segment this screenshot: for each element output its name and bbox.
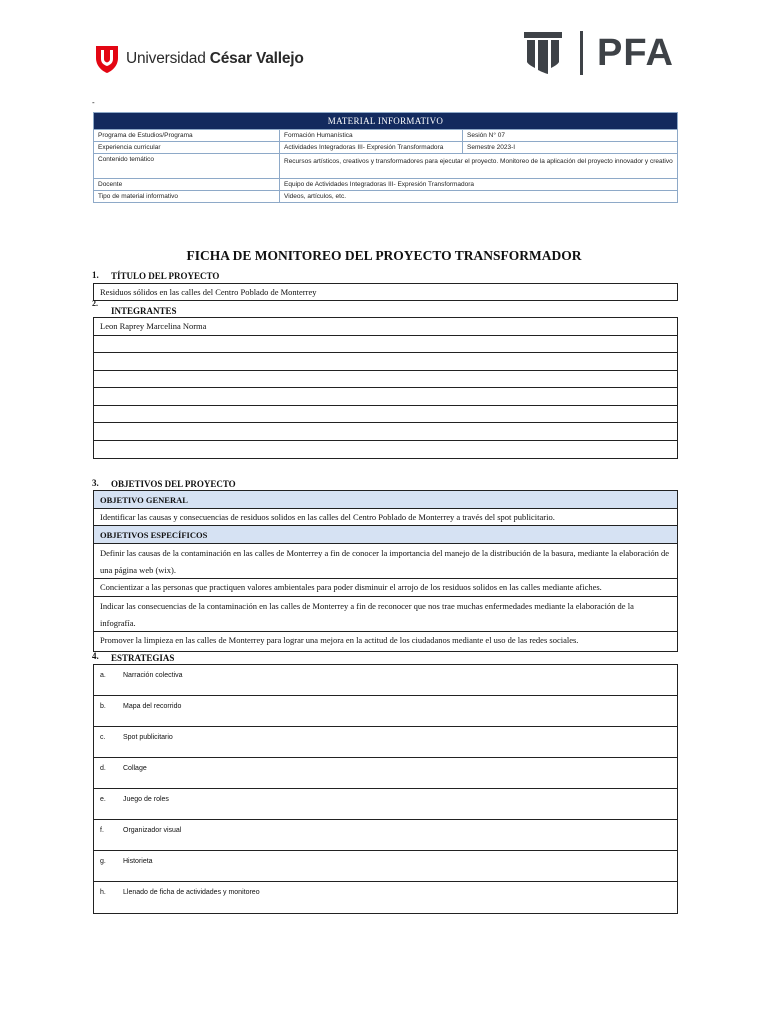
section-number: 1. — [92, 270, 99, 280]
general-objective-header: OBJETIVO GENERAL — [94, 491, 677, 509]
strategy-row: c. Spot publicitario — [94, 727, 677, 758]
member-row — [94, 406, 677, 424]
info-label: Programa de Estudios/Programa — [94, 130, 280, 142]
project-title-box — [93, 283, 678, 301]
ucv-wordmark: Universidad César Vallejo — [126, 50, 304, 67]
strategy-row: d. Collage — [94, 758, 677, 789]
member-row — [94, 353, 677, 371]
specific-objective: Definir las causas de la contaminación en las calles de Monterrey a fin de conocer la importancia del manejo de la distribución de la basura, mediante la elaboración de una página web (wix). — [94, 544, 677, 579]
member-row — [94, 371, 677, 389]
info-value: Videos, artículos, etc. — [280, 191, 678, 203]
info-label: Tipo de material informativo — [94, 191, 280, 203]
pfa-logo — [522, 30, 674, 76]
page-title: FICHA DE MONITOREO DEL PROYECTO TRANSFORMADOR — [186, 248, 582, 263]
info-table-title: MATERIAL INFORMATIVO — [94, 113, 678, 130]
info-value: Equipo de Actividades Integradoras III- Expresión Transformadora — [280, 179, 678, 191]
section-number: 3. — [92, 478, 99, 488]
member-row — [94, 441, 677, 459]
objectives-table — [93, 490, 678, 652]
member-row — [94, 388, 677, 406]
info-value: Recursos artísticos, creativos y transformadores para ejecutar el proyecto. Monitoreo de la aplicación del proyecto innovador y creativo — [280, 154, 678, 179]
info-value: Formación Humanística — [280, 130, 463, 142]
strategy-row: f. Organizador visual — [94, 820, 677, 851]
ucv-shield-icon — [94, 44, 120, 74]
dash-mark: - — [92, 98, 95, 107]
section-title: OBJETIVOS DEL PROYECTO — [111, 479, 236, 489]
strategy-row: h. Llenado de ficha de actividades y monitoreo — [100, 889, 260, 896]
specific-objective: Promover la limpieza en las calles de Monterrey para lograr una mejora en la actitud de los ciudadanos mediante el uso de las redes sociales. — [100, 635, 579, 645]
project-title-value: Residuos sólidos en las calles del Centro Poblado de Monterrey — [100, 287, 317, 297]
pfa-pillars-icon — [522, 30, 564, 76]
members-table — [93, 317, 678, 459]
member-row — [94, 423, 677, 441]
info-extra: Sesión N° 07 — [463, 130, 678, 142]
strategy-row: a. Narración colectiva — [94, 665, 677, 696]
section-number: 2. — [92, 299, 98, 308]
section-title: ESTRATEGIAS — [111, 653, 175, 663]
section-number: 4. — [92, 651, 99, 661]
member-row — [94, 336, 677, 354]
material-info-table — [93, 112, 678, 203]
strategy-row: g. Historieta — [94, 851, 677, 882]
specific-objective: Concientizar a las personas que practiquen valores ambientales para poder disminuir el arrojo de los residuos solidos en las calles mediante afiches. — [94, 579, 677, 597]
pfa-divider — [580, 31, 583, 75]
strategies-table — [93, 664, 678, 914]
strategy-row: b. Mapa del recorrido — [94, 696, 677, 727]
general-objective-text: Identificar las causas y consecuencias de residuos solidos en las calles del Centro Poblado de Monterrey a través del spot publicitario. — [94, 509, 677, 526]
info-label: Contenido temático — [94, 154, 280, 179]
section-title: INTEGRANTES — [111, 306, 177, 316]
section-title: TÍTULO DEL PROYECTO — [111, 271, 220, 281]
specific-objectives-header: OBJETIVOS ESPECÍFICOS — [94, 526, 677, 544]
info-value: Actividades Integradoras III- Expresión Transformadora — [280, 142, 463, 154]
ucv-logo — [94, 44, 304, 74]
info-extra: Semestre 2023-I — [463, 142, 678, 154]
specific-objective: Indicar las consecuencias de la contaminación en las calles de Monterrey a fin de reconocer que nos trae muchas enfermedades mediante la elaboración de la infografía. — [94, 597, 677, 632]
pfa-wordmark: PFA — [597, 31, 674, 74]
member-row: Leon Raprey Marcelina Norma — [94, 318, 677, 336]
strategy-row: e. Juego de roles — [94, 789, 677, 820]
info-label: Experiencia curricular — [94, 142, 280, 154]
info-label: Docente — [94, 179, 280, 191]
